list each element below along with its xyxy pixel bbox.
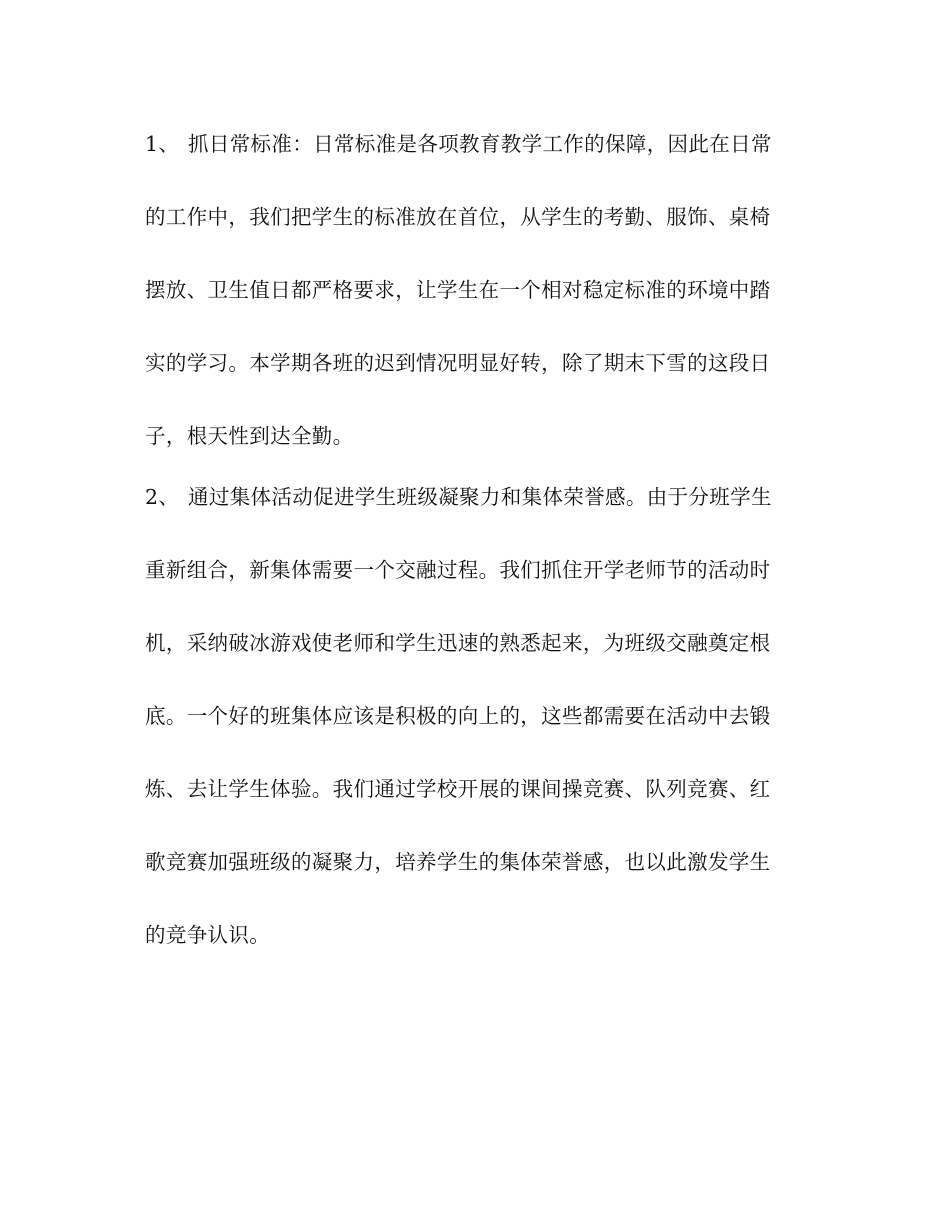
item-2-line-1: 通过集体活动促进学生班级凝聚力和集体荣誉感。由于分班学生 <box>188 485 772 509</box>
item-1-number: 1、 <box>145 132 180 156</box>
item-1-line-1: 抓日常标准：日常标准是各项教育教学工作的保障，因此在日常 <box>188 132 772 156</box>
item-2-line-7: 的竞争认识。 <box>145 923 271 947</box>
item-1-first-line <box>145 131 825 157</box>
item-2-line-4: 底。一个好的班集体应该是积极的向上的，这些都需要在活动中去锻 <box>145 704 771 728</box>
item-2-line-5: 炼、去让学生体验。我们通过学校开展的课间操竞赛、队列竞赛、红 <box>145 777 771 801</box>
item-2-line-2: 重新组合，新集体需要一个交融过程。我们抓住开学老师节的活动时 <box>145 558 771 582</box>
item-2-number: 2、 <box>145 485 180 509</box>
item-2-line-6: 歌竞赛加强班级的凝聚力，培养学生的集体荣誉感，也以此激发学生 <box>145 850 771 874</box>
item-2-first-line <box>145 484 825 510</box>
item-1-line-5: 子，根天性到达全勤。 <box>145 424 354 448</box>
item-2-line-3: 机，采纳破冰游戏使老师和学生迅速的熟悉起来，为班级交融奠定根 <box>145 631 771 655</box>
item-1-line-3: 摆放、卫生值日都严格要求，让学生在一个相对稳定标准的环境中踏 <box>145 278 771 302</box>
item-1-line-2: 的工作中，我们把学生的标准放在首位，从学生的考勤、服饰、桌椅 <box>145 205 771 229</box>
item-1-line-4: 实的学习。本学期各班的迟到情况明显好转，除了期末下雪的这段日 <box>145 351 771 375</box>
